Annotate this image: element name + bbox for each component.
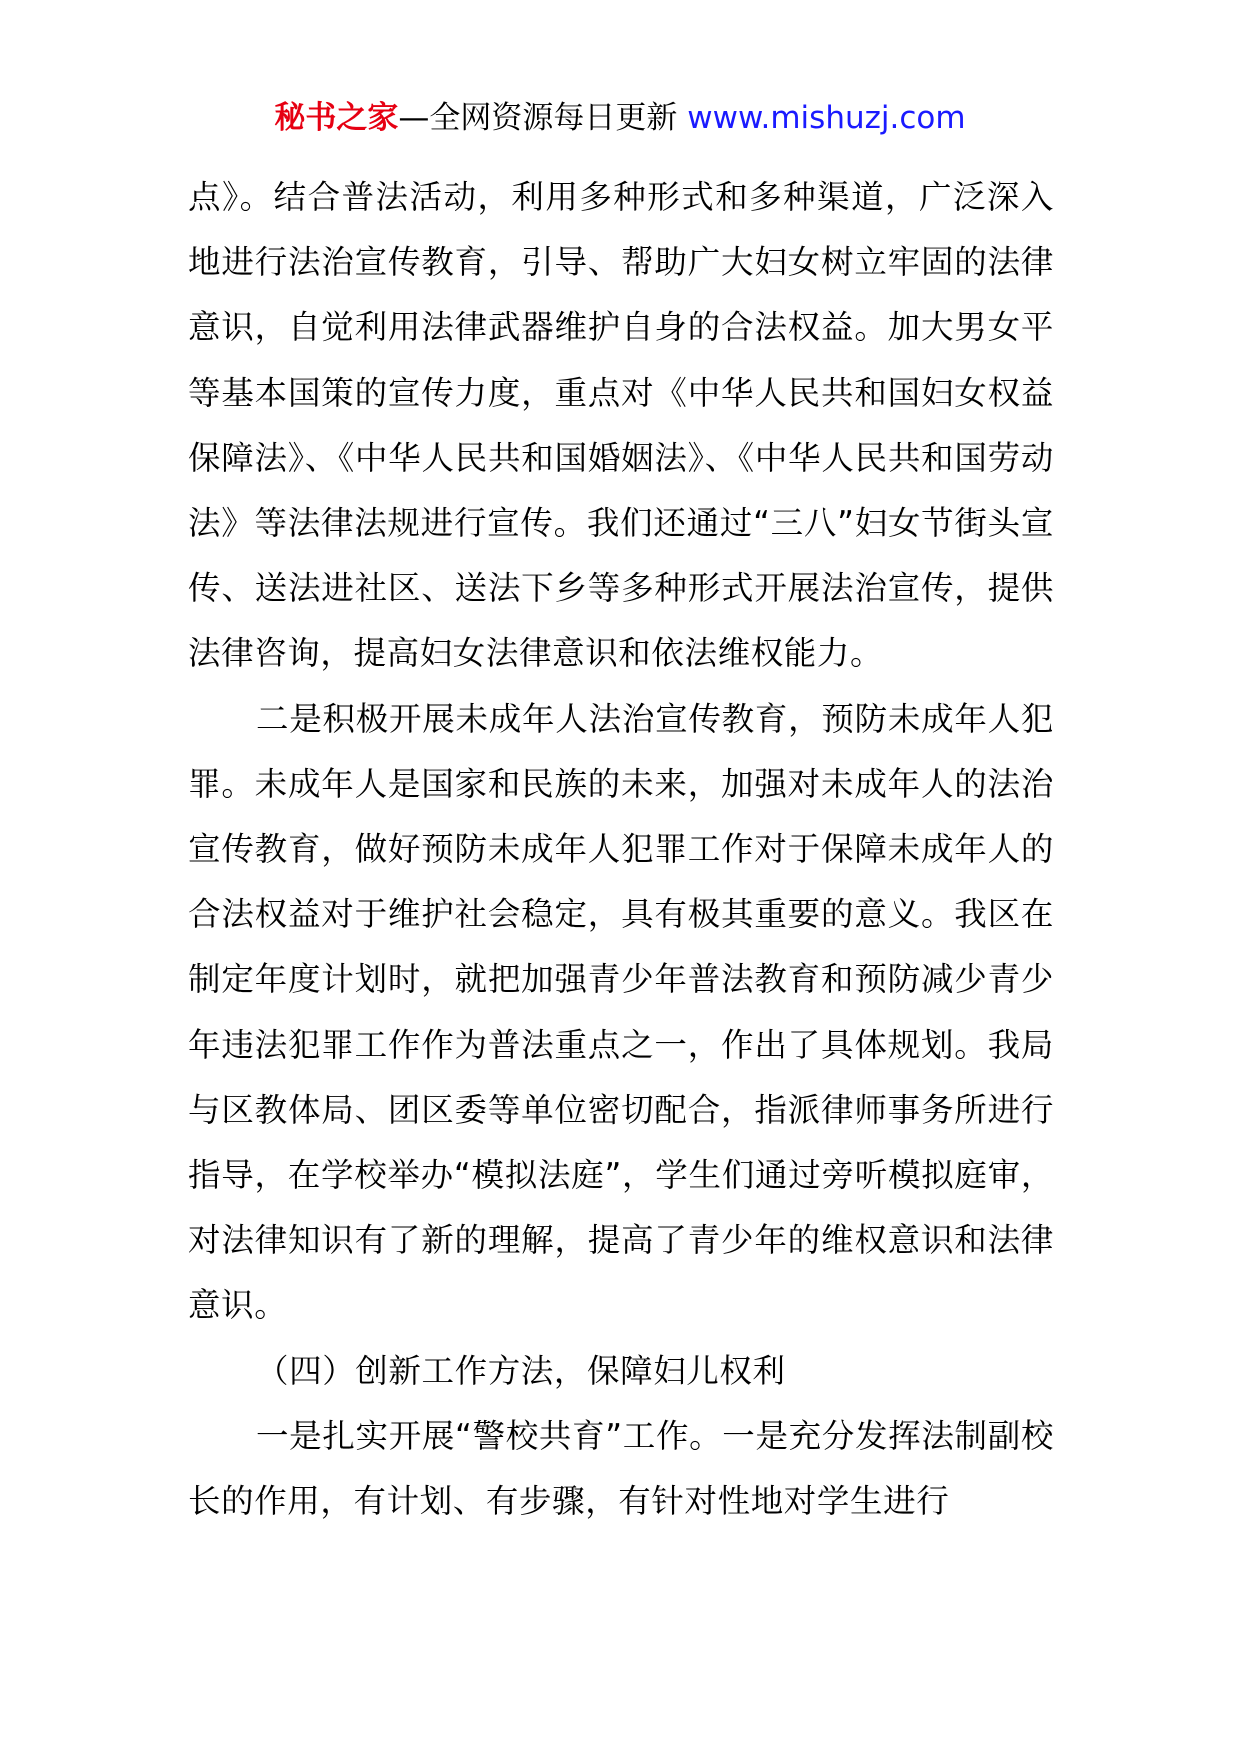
document-body	[188, 165, 1054, 1534]
site-tagline: —全网资源每日更新	[398, 100, 678, 136]
paragraph-police-school: 一是扎实开展“警校共育”工作。一是充分发挥法制副校长的作用，有计划、有步骤，有针对性地对学生进行	[188, 1416, 1054, 1521]
site-brand: 秘书之家	[274, 100, 399, 136]
section-heading: （四）创新工作方法，保障妇儿权利	[256, 1351, 786, 1390]
site-url-link[interactable]: www.mishuzj.com	[687, 100, 966, 136]
paragraph-continuation: 点》。结合普法活动，利用多种形式和多种渠道，广泛深入地进行法治宣传教育，引导、帮助广大妇女树立牢固的法律意识，自觉利用法律武器维护自身的合法权益。加大男女平等基本国策的宣传力度，重点对《中华人民共和国妇女权益保障法》、《中华人民共和国婚姻法》、《中华人民共和国劳动法》等法律法规进行宣传。我们还通过“三八”妇女节街头宣传、送法进社区、送法下乡等多种形式开展法治宣传，提供法律咨询，提高妇女法律意识和依法维权能力。	[188, 178, 1054, 673]
page-header	[0, 98, 1240, 138]
paragraph-minors-education: 二是积极开展未成年人法治宣传教育，预防未成年人犯罪。未成年人是国家和民族的未来，加强对未成年人的法治宣传教育，做好预防未成年人犯罪工作对于保障未成年人的合法权益对于维护社会稳定，具有极其重要的意义。我区在制定年度计划时，就把加强青少年普法教育和预防减少青少年违法犯罪工作作为普法重点之一，作出了具体规划。我局与区教体局、团区委等单位密切配合，指派律师事务所进行指导，在学校举办“模拟法庭”，学生们通过旁听模拟庭审，对法律知识有了新的理解，提高了青少年的维权意识和法律意识。	[188, 699, 1054, 1325]
